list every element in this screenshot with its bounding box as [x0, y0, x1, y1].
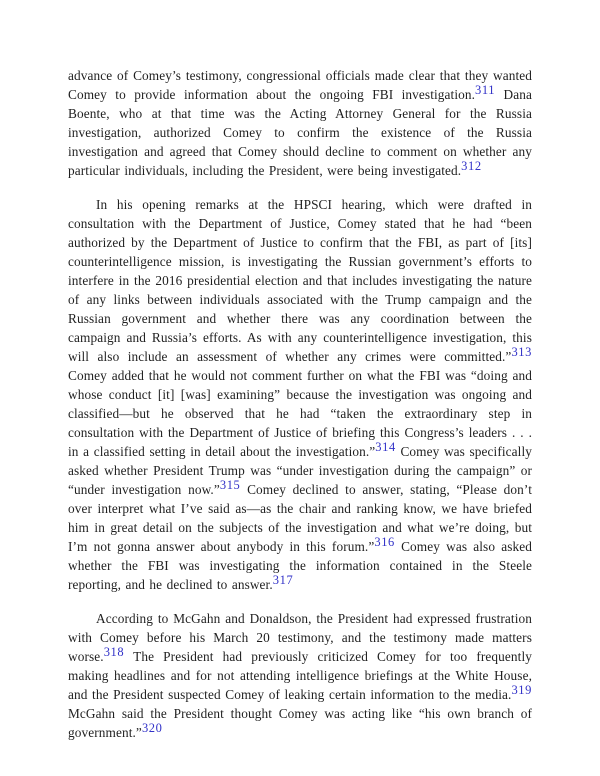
- footnote-ref-311[interactable]: 311: [475, 83, 496, 97]
- footnote-ref-314[interactable]: 314: [375, 440, 396, 454]
- text-run: McGahn said the President thought Comey was acting like “his own branch of government.”: [68, 706, 532, 740]
- text-run: The President had previously criticized Comey for too frequently making headlines and for not attending intelligence briefings at the White House, and the President suspected Comey of leaking certain information to the media.: [68, 649, 532, 702]
- footnote-ref-318[interactable]: 318: [103, 645, 125, 659]
- footnote-ref-319[interactable]: 319: [511, 683, 532, 697]
- paragraph-president-frustration-with-comey: [68, 609, 532, 742]
- text-run: According to McGahn and Donaldson, the President had expressed frustration with Comey before his March 20 testimony, and the testimony made matters worse.: [68, 611, 532, 664]
- text-run: Comey declined to answer, stating, “Please don’t over interpret what I’ve said as—as the chair and ranking know, we have briefed him in great detail on the subjects of the investigation and what we’re doing, but I’m not gonna answer about anybody in this forum.”: [68, 482, 532, 554]
- footnote-ref-315[interactable]: 315: [219, 478, 241, 492]
- footnote-ref-312[interactable]: 312: [461, 159, 482, 173]
- text-run: advance of Comey’s testimony, congressional officials made clear that they wanted Comey to provide information about the ongoing FBI investigation.: [68, 68, 532, 102]
- footnote-ref-313[interactable]: 313: [511, 345, 532, 359]
- text-run: Dana Boente, who at that time was the Acting Attorney General for the Russia investigation, authorized Comey to confirm the existence of the Russia investigation and agreed that Comey should decline to comment on whether any particular individuals, including the President, were being investigated.: [68, 87, 532, 178]
- body-text: [68, 66, 532, 742]
- text-run: Comey was also asked whether the FBI was investigating the information contained in the Steele reporting, and he declined to answer.: [68, 539, 533, 592]
- footnote-ref-320[interactable]: 320: [141, 721, 163, 735]
- paragraph-hpsci-opening-remarks: [68, 195, 532, 594]
- footnote-ref-317[interactable]: 317: [272, 573, 294, 587]
- footnote-ref-316[interactable]: 316: [374, 535, 395, 549]
- text-run: Comey added that he would not comment further on what the FBI was “doing and whose conduct [it] [was] examining” because the investigation was ongoing and classified—but he observed that he had “taken the extraordinary step in consultation with the Department of Justice of briefing this Congress’s leaders . . . in a classified setting in detail about the investigation.”: [68, 368, 532, 459]
- text-run: Comey was specifically asked whether President Trump was “under investigation during the campaign” or “under investigation now.”: [68, 444, 532, 497]
- paragraph-comey-testimony-authorization: [68, 66, 532, 180]
- text-run: In his opening remarks at the HPSCI hearing, which were drafted in consultation with the Department of Justice, Comey stated that he had “been authorized by the Department of Justice to confirm that the FBI, as part of [its] counterintelligence mission, is investigating the Russian government’s efforts to interfere in the 2016 presidential election and that includes investigating the nature of any links between individuals associated with the Trump campaign and the Russian government and whether there was any coordination between the campaign and Russia’s efforts. As with any counterintelligence investigation, this will also include an assessment of whether any crimes were committed.”: [68, 197, 532, 364]
